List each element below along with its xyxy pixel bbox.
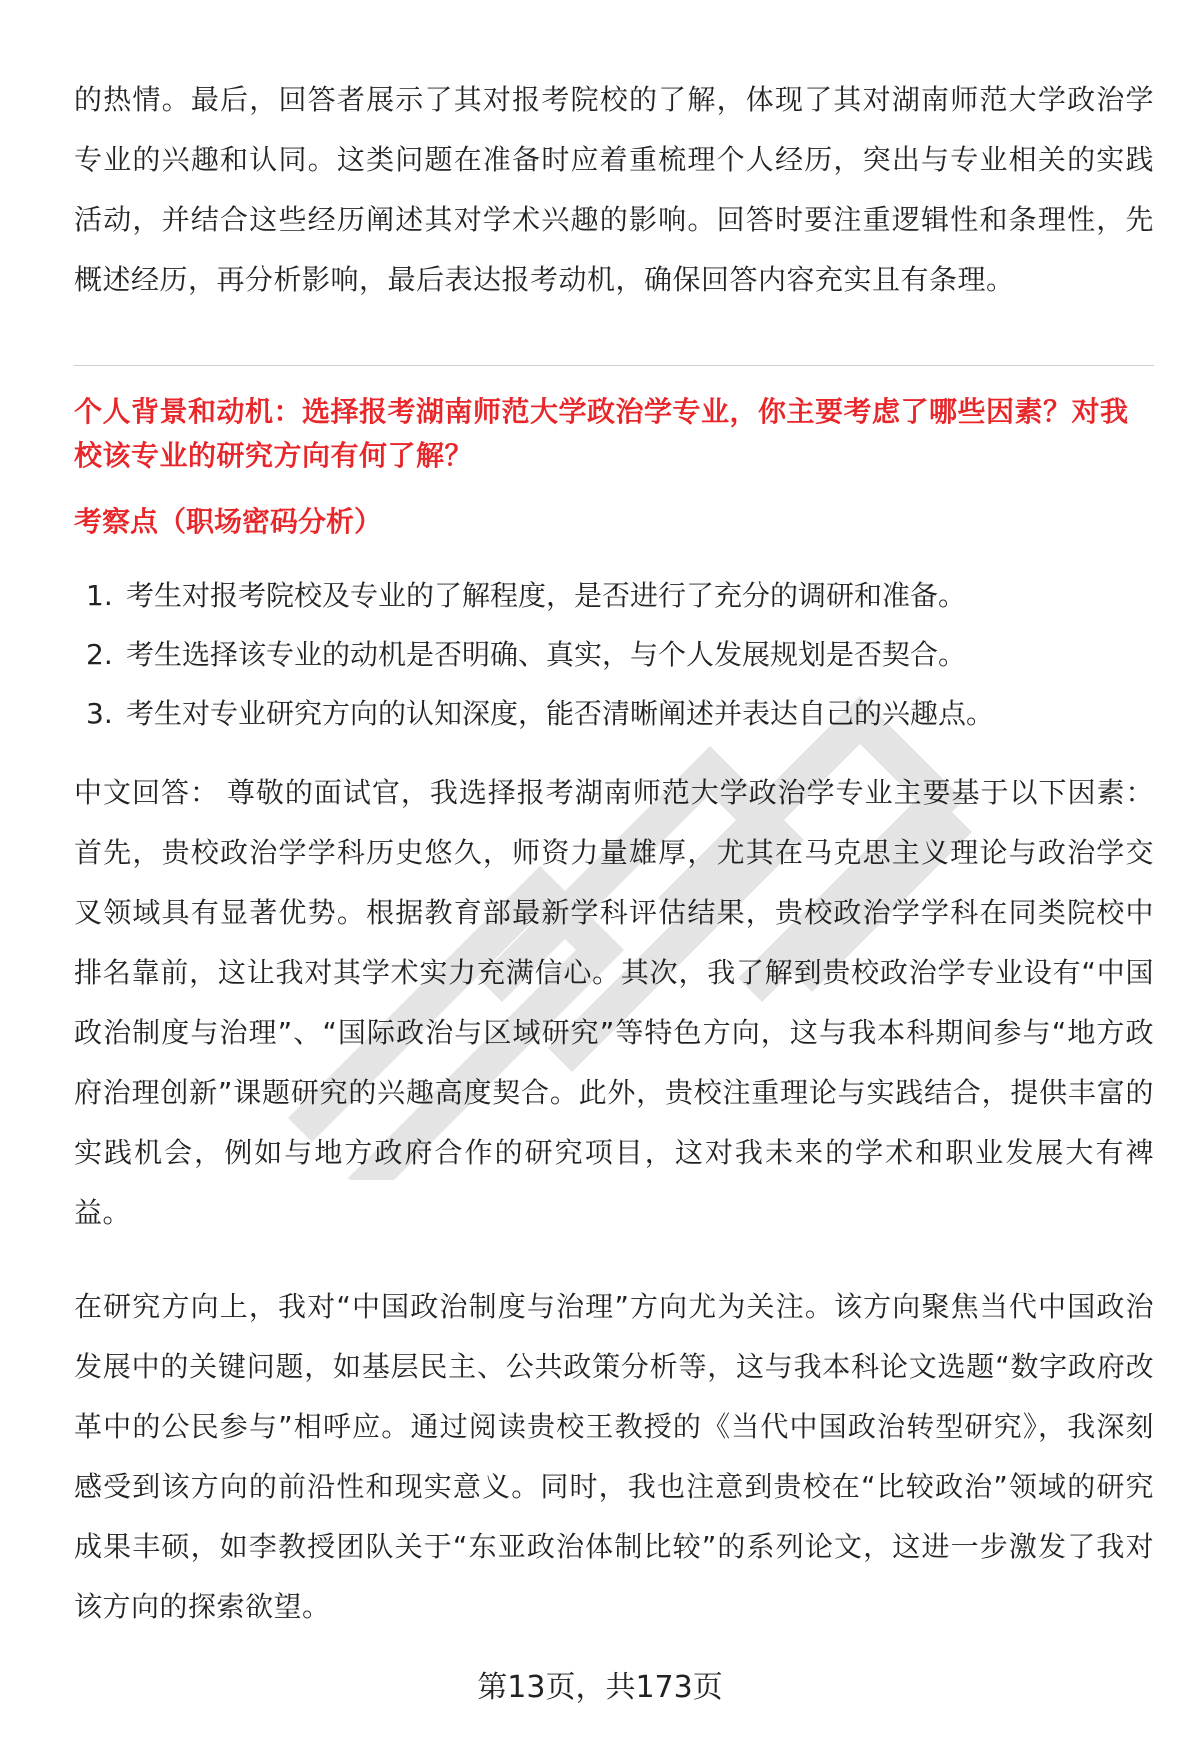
answer-label: 中文回答： — [74, 776, 219, 809]
assessment-point — [74, 566, 1154, 625]
answer-text: 尊敬的面试官，我选择报考湖南师范大学政治学专业主要基于以下因素：首先，贵校政治学学科历史悠久，师资力量雄厚，尤其在马克思主义理论与政治学交叉领域具有显著优势。根据教育部最新学科评估结果，贵校政治学学科在同类院校中排名靠前，这让我对其学术实力充满信心。其次，我了解到贵校政治学专业设有“中国政治制度与治理”、“国际政治与区域研究”等特色方向，这与我本科期间参与“地方政府治理创新”课题研究的兴趣高度契合。此外，贵校注重理论与实践结合，提供丰富的实践机会，例如与地方政府合作的研究项目，这对我未来的学术和职业发展大有裨益。 — [74, 776, 1154, 1229]
answer-paragraph-1 — [74, 763, 1154, 1243]
paragraph-gap — [74, 1243, 1154, 1277]
point-text: 考生选择该专业的动机是否明确、真实，与个人发展规划是否契合。 — [126, 638, 967, 671]
section-divider — [74, 365, 1154, 366]
assessment-point — [74, 625, 1154, 684]
assessment-point — [74, 684, 1154, 743]
point-number: 3. — [86, 697, 113, 730]
point-number: 2. — [86, 638, 113, 671]
intro-paragraph: 的热情。最后，回答者展示了其对报考院校的了解，体现了其对湖南师范大学政治学专业的兴趣和认同。这类问题在准备时应着重梳理个人经历，突出与专业相关的实践活动，并结合这些经历阐述其对学术兴趣的影响。回答时要注重逻辑性和条理性，先概述经历，再分析影响，最后表达报考动机，确保回答内容充实且有条理。 — [74, 83, 1154, 296]
point-number: 1. — [86, 579, 113, 612]
point-text: 考生对专业研究方向的认知深度，能否清晰阐述并表达自己的兴趣点。 — [126, 697, 995, 730]
question-heading: 个人背景和动机：选择报考湖南师范大学政治学专业，你主要考虑了哪些因素？对我校该专业的研究方向有何了解？ — [74, 395, 1129, 472]
assessment-heading: 考察点（职场密码分析） — [74, 505, 383, 538]
point-text: 考生对报考院校及专业的了解程度，是否进行了充分的调研和准备。 — [126, 579, 967, 612]
answer-paragraph-2: 在研究方向上，我对“中国政治制度与治理”方向尤为关注。该方向聚焦当代中国政治发展中的关键问题，如基层民主、公共政策分析等，这与我本科论文选题“数字政府改革中的公民参与”相呼应。通过阅读贵校王教授的《当代中国政治转型研究》，我深刻感受到该方向的前沿性和现实意义。同时，我也注意到贵校在“比较政治”领域的研究成果丰硕，如李教授团队关于“东亚政治体制比较”的系列论文，这进一步激发了我对该方向的探索欲望。 — [74, 1290, 1154, 1623]
page-footer: 第13页，共173页 — [477, 1670, 723, 1705]
document-page — [74, 70, 1154, 1637]
assessment-points-list — [74, 566, 1154, 743]
